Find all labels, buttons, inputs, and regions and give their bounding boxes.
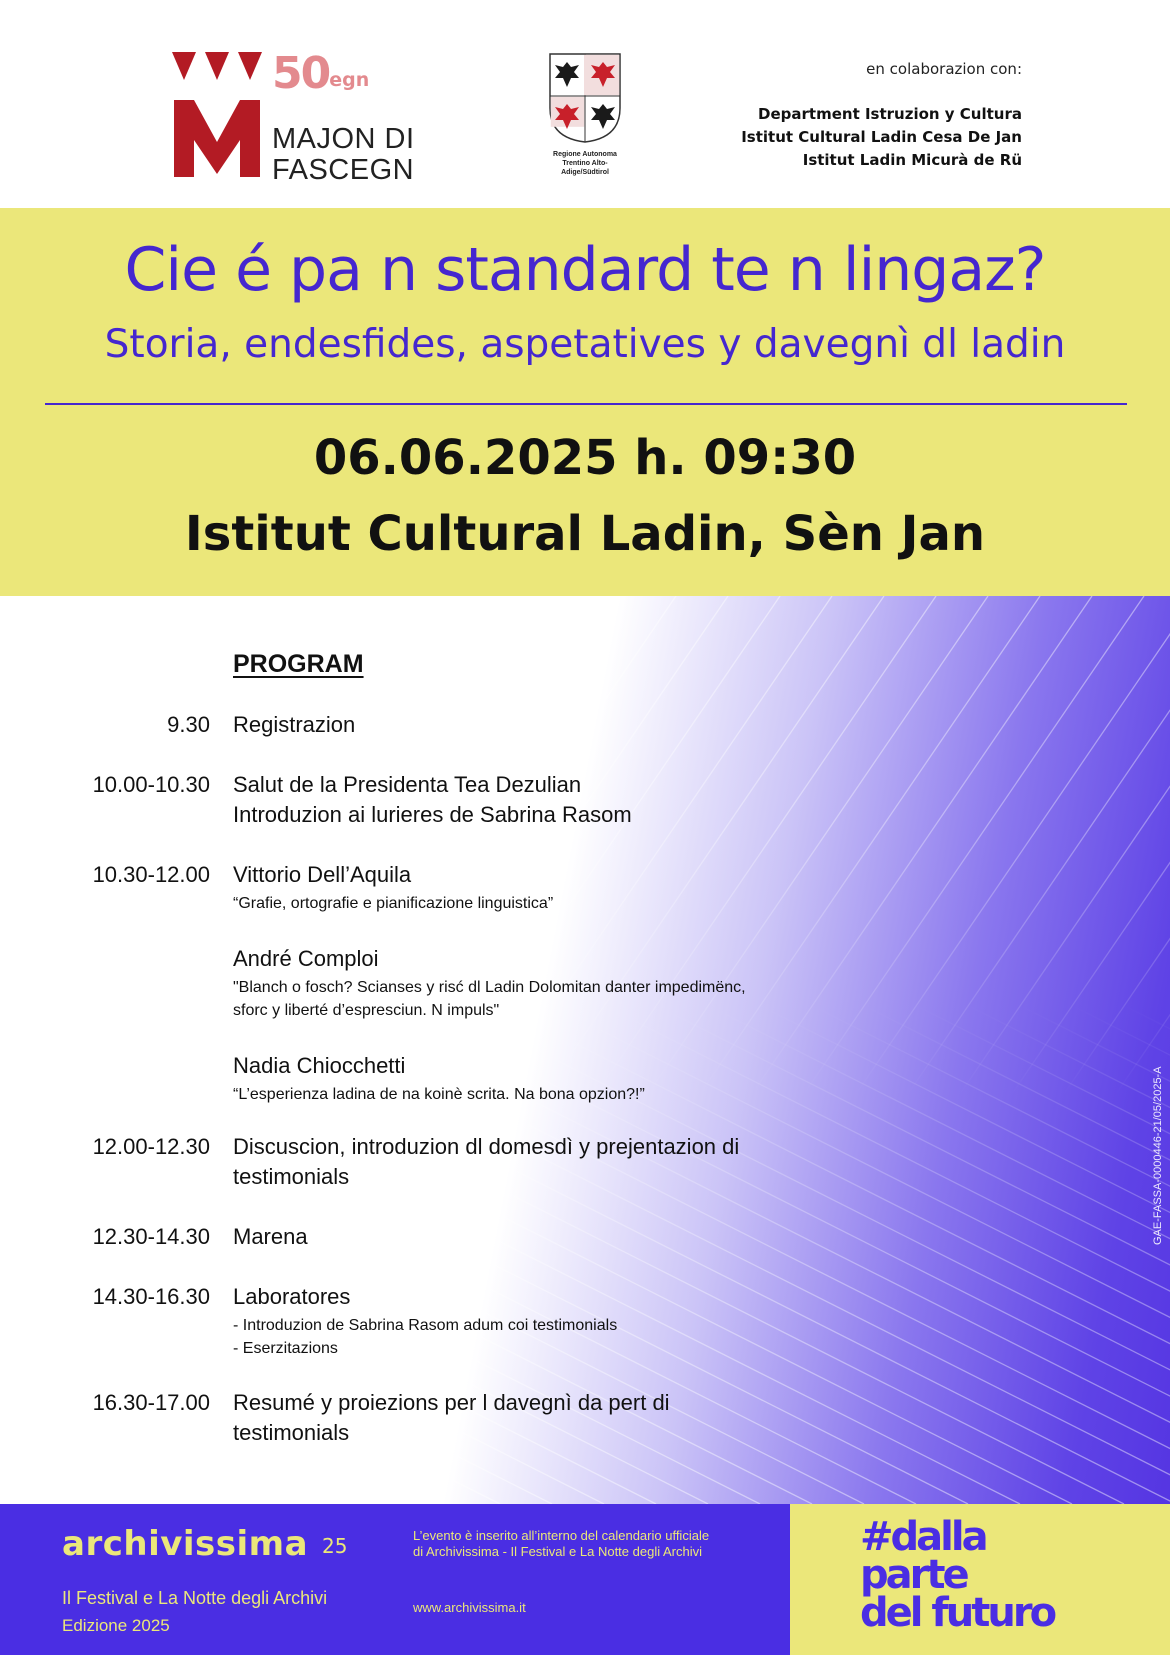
festival-name: Il Festival e La Notte degli Archivi: [62, 1588, 328, 1608]
speaker-name: Nadia Chiocchetti: [233, 1053, 406, 1078]
entry-line: Salut de la Presidenta Tea Dezulian: [233, 772, 582, 797]
hashtag-line: parte: [860, 1552, 967, 1598]
coat-of-arms-icon: [548, 52, 622, 144]
program-time: 10.00-10.30: [92, 772, 210, 797]
event-title: Cie é pa n standard te n lingaz?: [124, 235, 1046, 305]
talk-title: “Grafie, ortografie e pianificazione linguistica”: [233, 895, 554, 912]
entry-line: Discuscion, introduzion dl domesdì y prejentazion di: [233, 1134, 740, 1159]
collaboration-intro: en colaborazion con:: [866, 60, 1022, 78]
footer: [0, 1504, 1170, 1655]
calendar-note: [413, 1528, 709, 1560]
talk-title-line: sforc y liberté d’espresciun. N impuls": [233, 1002, 500, 1019]
institution-name: [272, 124, 415, 186]
website-link[interactable]: www.archivissima.it: [413, 1600, 526, 1615]
program-entry: [233, 1282, 873, 1360]
collaborator: Istitut Ladin Micurà de Rü: [802, 151, 1022, 169]
entry-line: Registrazion: [233, 712, 356, 737]
program-time: 16.30-17.00: [92, 1390, 210, 1415]
talk-title-line: "Blanch o fosch? Scianses y risć dl Ladin Dolomitan danter impedimënc,: [233, 979, 746, 996]
program-entry: [233, 1222, 873, 1252]
calendar-note-line: di Archivissima - Il Festival e La Notte degli Archivi: [413, 1544, 702, 1559]
title-band: [0, 208, 1170, 596]
anniversary-suffix: egn: [329, 69, 370, 91]
event-venue: Istitut Cultural Ladin, Sèn Jan: [184, 506, 986, 562]
entry-line: Introduzion ai lurieres de Sabrina Rasom: [233, 802, 632, 827]
program-section: [0, 596, 1170, 1504]
speaker-name: André Comploi: [233, 946, 379, 971]
entry-line: testimonials: [233, 1420, 350, 1445]
collaborator: Istitut Cultural Ladin Cesa De Jan: [741, 128, 1022, 146]
speaker-name: Vittorio Dell’Aquila: [233, 862, 412, 887]
program-heading: PROGRAM: [233, 650, 364, 678]
festival-edition: Edizione 2025: [62, 1616, 170, 1635]
entry-line: Resumé y proiezions per l davegnì da pert di: [233, 1390, 670, 1415]
program-time: 12.00-12.30: [92, 1134, 210, 1159]
talk-title: [233, 976, 873, 1022]
caption-line: Trentino Alto-: [562, 160, 608, 167]
title-divider: [45, 403, 1127, 405]
collaborator: Department Istruzion y Cultura: [758, 105, 1022, 123]
reference-code: GAE-FASSA-0000446-21/05/2025-A: [1152, 1066, 1164, 1245]
anniversary-badge: [272, 48, 370, 99]
caption-line: Adige/Südtirol: [561, 169, 609, 176]
entry-line: Marena: [233, 1224, 308, 1249]
program-time: 9.30: [167, 712, 210, 737]
collaborators-list: [741, 103, 1022, 172]
header: [0, 0, 1170, 208]
anniversary-number: 50: [272, 48, 330, 99]
program-entry: [233, 710, 873, 740]
entry-detail-line: - Introduzion de Sabrina Rasom adum coi testimonials: [233, 1317, 618, 1334]
talk-title: “L’esperienza ladina de na koinè scrita. Na bona opzion?!”: [233, 1086, 645, 1103]
institution-name-line: MAJON DI: [272, 123, 415, 155]
hashtag-line: #dalla: [860, 1514, 986, 1560]
entry-line: Laboratores: [233, 1284, 351, 1309]
majon-logo-icon: [172, 52, 262, 177]
event-subtitle: Storia, endesfides, aspetatives y davegnì dl ladin: [104, 322, 1066, 367]
institution-name-line: FASCEGN: [272, 154, 415, 186]
coat-of-arms-caption: [536, 150, 634, 177]
program-entry: [233, 1132, 873, 1192]
program-time: 12.30-14.30: [92, 1224, 210, 1249]
program-entry: [233, 860, 873, 915]
entry-detail-line: - Eserzitazions: [233, 1340, 338, 1357]
program-time: 14.30-16.30: [92, 1284, 210, 1309]
entry-line: testimonials: [233, 1164, 350, 1189]
hashtag-line: del futuro: [860, 1590, 1055, 1636]
entry-detail: [233, 1314, 873, 1360]
campaign-hashtag: [860, 1514, 1055, 1636]
program-entry: [233, 1388, 873, 1448]
program-time: 10.30-12.00: [92, 862, 210, 887]
program-entry: [233, 1051, 873, 1106]
calendar-note-line: L’evento è inserito all’interno del calendario ufficiale: [413, 1528, 710, 1543]
event-datetime: 06.06.2025 h. 09:30: [313, 430, 857, 486]
archivissima-logo: archivissima: [62, 1524, 309, 1564]
program-entry: [233, 770, 873, 830]
caption-line: Regione Autonoma: [553, 151, 617, 158]
program-entry: [233, 944, 873, 1022]
archivissima-logo-number: 25: [322, 1534, 348, 1558]
